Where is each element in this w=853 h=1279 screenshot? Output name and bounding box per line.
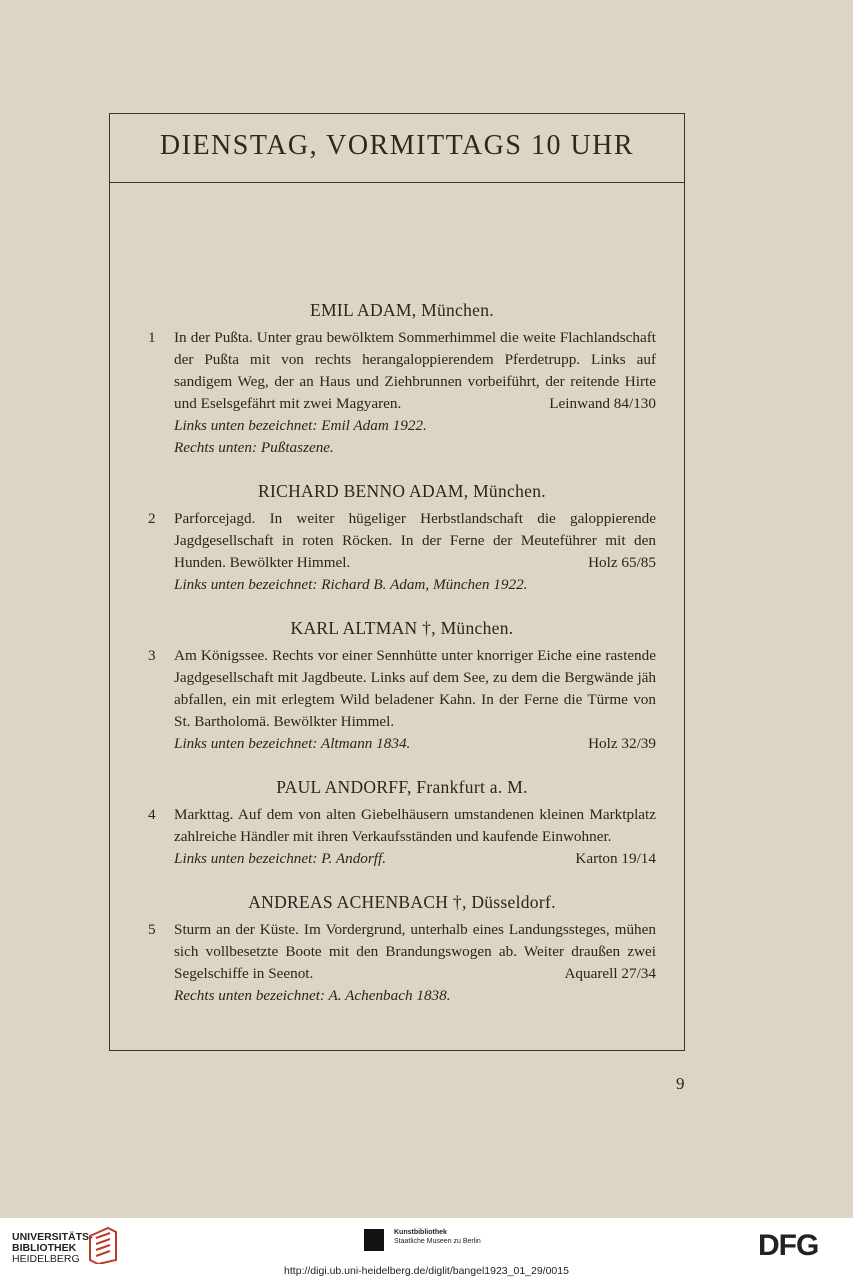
medium-dimensions: Holz 65/85 (588, 554, 656, 571)
ub-heidelberg-icon[interactable] (88, 1226, 118, 1264)
page-frame (109, 113, 685, 1051)
catalogue-entry (148, 777, 656, 870)
artist-heading: KARL ALTMAN †, München. (290, 618, 514, 638)
header-rule (110, 182, 684, 183)
kb-line: Staatliche Museen zu Berlin (394, 1238, 481, 1245)
description-text: In der Pußta. Unter grau bewölktem Sommerhimmel die weite Flachlandschaft der Pußta mit von rechts herangaloppierendem Pferdetrupp. Links auf sandigem Weg, der an Haus und Ziehbrunnen vorbeiführt, der reitende Hirte und Eselsgefährt mit zwei Magyaren. (174, 329, 656, 412)
description-text: Parforcejagd. In weiter hügeliger Herbstlandschaft die galoppierende Jagdgesellschaft in roten Röcken. In der Ferne der Meuteführer mit den Hunden. Bewölkter Himmel. (174, 510, 656, 571)
lot-number: 4 (148, 806, 156, 823)
signature-line: Links unten bezeichnet: Emil Adam 1922. (174, 417, 427, 434)
medium-dimensions: Holz 32/39 (588, 735, 656, 752)
catalogue-entry (148, 892, 656, 1007)
catalogue-entry (148, 300, 656, 459)
catalogue-entry (148, 618, 656, 755)
viewer-footer (0, 1218, 853, 1279)
catalogue-entry (148, 481, 656, 596)
artist-heading: PAUL ANDORFF, Frankfurt a. M. (276, 777, 528, 797)
medium-dimensions: Karton 19/14 (575, 850, 656, 867)
signature-line: Rechts unten bezeichnet: A. Achenbach 1838. (174, 987, 451, 1004)
lot-number: 1 (148, 329, 156, 346)
permalink-url[interactable]: http://digi.ub.uni-heidelberg.de/diglit/bangel1923_01_29/0015 (284, 1265, 569, 1277)
ub-heidelberg-logo-text[interactable] (12, 1232, 93, 1265)
lot-number: 5 (148, 921, 156, 938)
page-title: DIENSTAG, VORMITTAGS 10 UHR (159, 130, 635, 161)
ub-line: UNIVERSITÄTS- (12, 1231, 93, 1243)
artist-heading: EMIL ADAM, München. (310, 300, 494, 320)
medium-dimensions: Aquarell 27/34 (564, 965, 656, 982)
medium-dimensions: Leinwand 84/130 (549, 395, 656, 412)
entry-body (148, 919, 656, 1007)
entry-body (148, 804, 656, 870)
kb-line: Kunstbibliothek (394, 1229, 447, 1236)
artist-heading: ANDREAS ACHENBACH †, Düsseldorf. (248, 892, 556, 912)
signature-line: Rechts unten: Pußtaszene. (174, 439, 334, 456)
lot-description (174, 919, 656, 985)
catalogue-entries (148, 300, 656, 1029)
dfg-logo[interactable]: DFG (758, 1229, 819, 1262)
lot-description (174, 327, 656, 415)
signature-line (174, 733, 656, 755)
lot-number: 3 (148, 647, 156, 664)
page-number: 9 (676, 1074, 685, 1093)
description-text: Markttag. Auf dem von alten Giebelhäusern umstandenen kleinen Marktplatz zahlreiche Händler mit ihren Verkaufsständen und kaufende Einwohner. (174, 806, 656, 845)
lot-number: 2 (148, 510, 156, 527)
kunstbibliothek-text[interactable] (394, 1228, 481, 1246)
signature-text: Links unten bezeichnet: Altmann 1834. (174, 735, 411, 752)
entry-body (148, 327, 656, 459)
description-text: Am Königssee. Rechts vor einer Sennhütte unter knorriger Eiche eine rastende Jagdgesellschaft mit Jagdbeute. Links auf dem See, zu dem die Bergwände jäh abfallen, ein mit erlegtem Wild beladener Kahn. In der Ferne die Türme von St. Bartholomä. Bewölkter Himmel. (174, 647, 656, 730)
artist-heading: RICHARD BENNO ADAM, München. (258, 481, 546, 501)
entry-body (148, 645, 656, 755)
description-text: Sturm an der Küste. Im Vordergrund, unterhalb eines Landungssteges, mühen sich vollbesetzte Boote mit den Brandungswogen ab. Weiter draußen zwei Segelschiffe in Seenot. (174, 921, 656, 982)
signature-line: Links unten bezeichnet: P. Andorff. (174, 850, 387, 867)
ub-line: BIBLIOTHEK (12, 1242, 77, 1254)
signature-line: Links unten bezeichnet: Richard B. Adam, München 1922. (174, 576, 528, 593)
lot-description (174, 508, 656, 574)
entry-body (148, 508, 656, 596)
lot-description (174, 645, 656, 733)
ub-line: HEIDELBERG (12, 1253, 80, 1265)
kunstbibliothek-icon[interactable] (364, 1229, 384, 1251)
